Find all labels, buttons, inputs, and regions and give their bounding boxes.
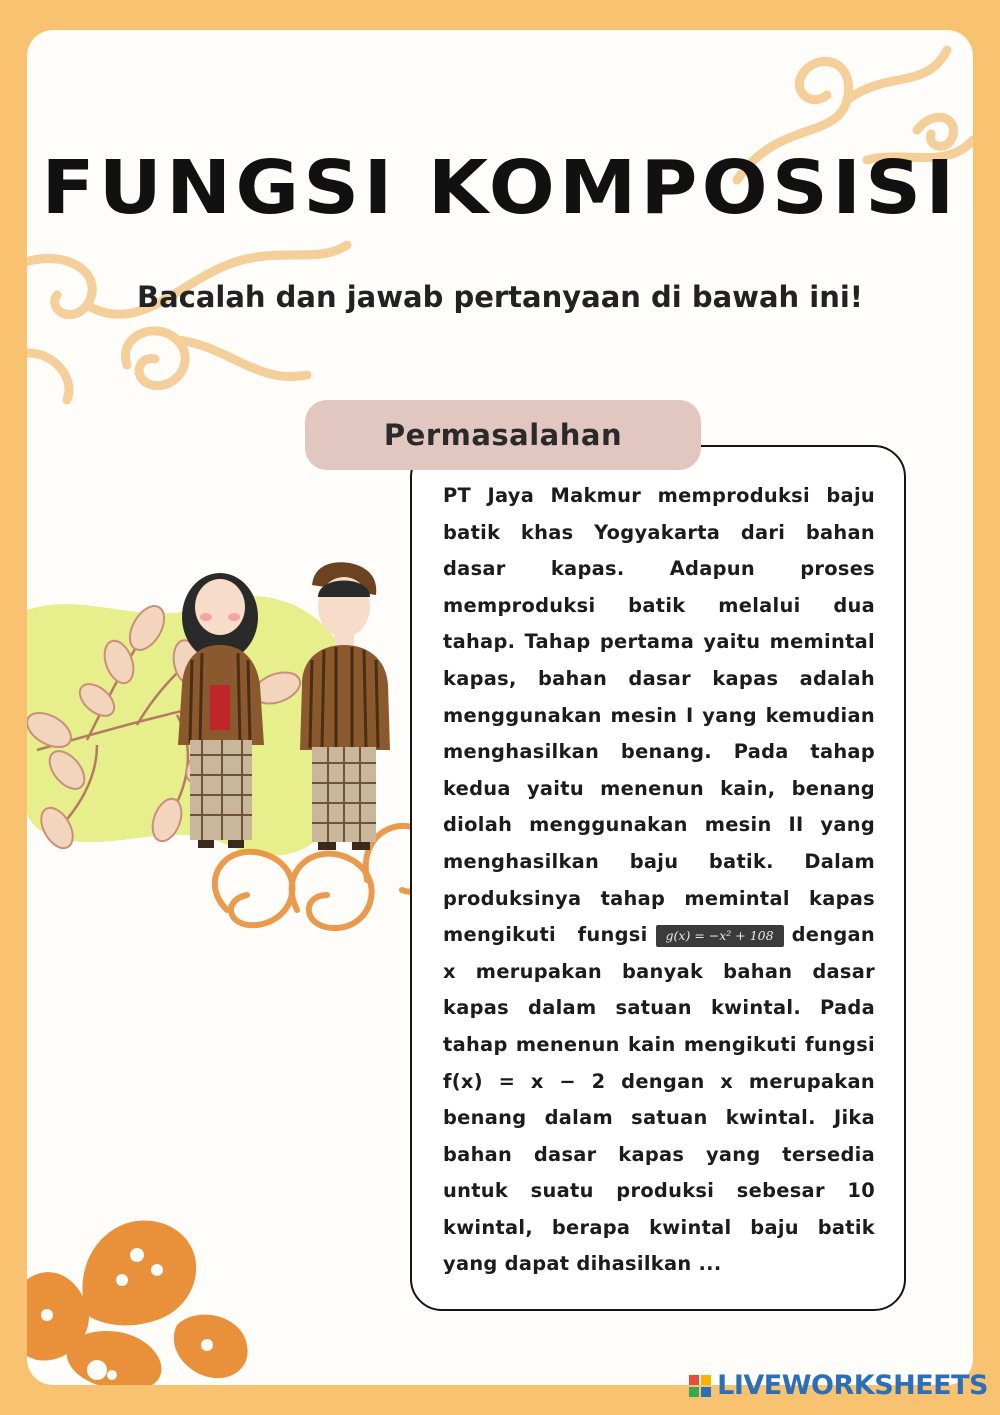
section-label: Permasalahan: [383, 418, 623, 452]
worksheet-title: FUNGSI KOMPOSISI: [41, 145, 959, 231]
problem-text-part-2: dengan x merupakan banyak bahan dasar kapas dalam satuan kwintal. Pada tahap menenun kain mengikuti fungsi f(x) = x − 2 dengan x merupakan benang dalam satuan kwintal. Jika bahan dasar kapas yang tersedia untuk suatu produksi sebesar 10 kwintal, berapa kwintal baju batik yang dapat dihasilkan ...: [443, 923, 875, 1276]
man-figure: [300, 562, 390, 850]
section-label-pill: [305, 400, 701, 470]
liveworksheets-branding[interactable]: [689, 1370, 988, 1401]
flower-decoration-bottom-left: [27, 1195, 267, 1385]
problem-text-part-1: PT Jaya Makmur memproduksi baju batik khas Yogyakarta dari bahan dasar kapas. Adapun proses memproduksi batik melalui dua tahap. Tahap pertama yaitu memintal kapas, bahan dasar kapas adalah menggunakan mesin I yang kemudian menghasilkan benang. Pada tahap kedua yaitu menenun kain, benang diolah menggunakan mesin II yang menghasilkan baju batik. Dalam produksinya tahap memintal kapas mengikuti fungsi: [443, 484, 875, 947]
liveworksheets-wordmark: LIVEWORKSHEETS: [717, 1370, 988, 1401]
worksheet-instruction: Bacalah dan jawab pertanyaan di bawah ini!: [136, 280, 864, 314]
batik-couple-illustration: [172, 535, 412, 865]
problem-text: [443, 478, 875, 1283]
formula-image-g: g(x) = −x² + 108: [656, 925, 784, 947]
woman-figure: [178, 573, 264, 848]
liveworksheets-logo-icon: [689, 1375, 711, 1397]
